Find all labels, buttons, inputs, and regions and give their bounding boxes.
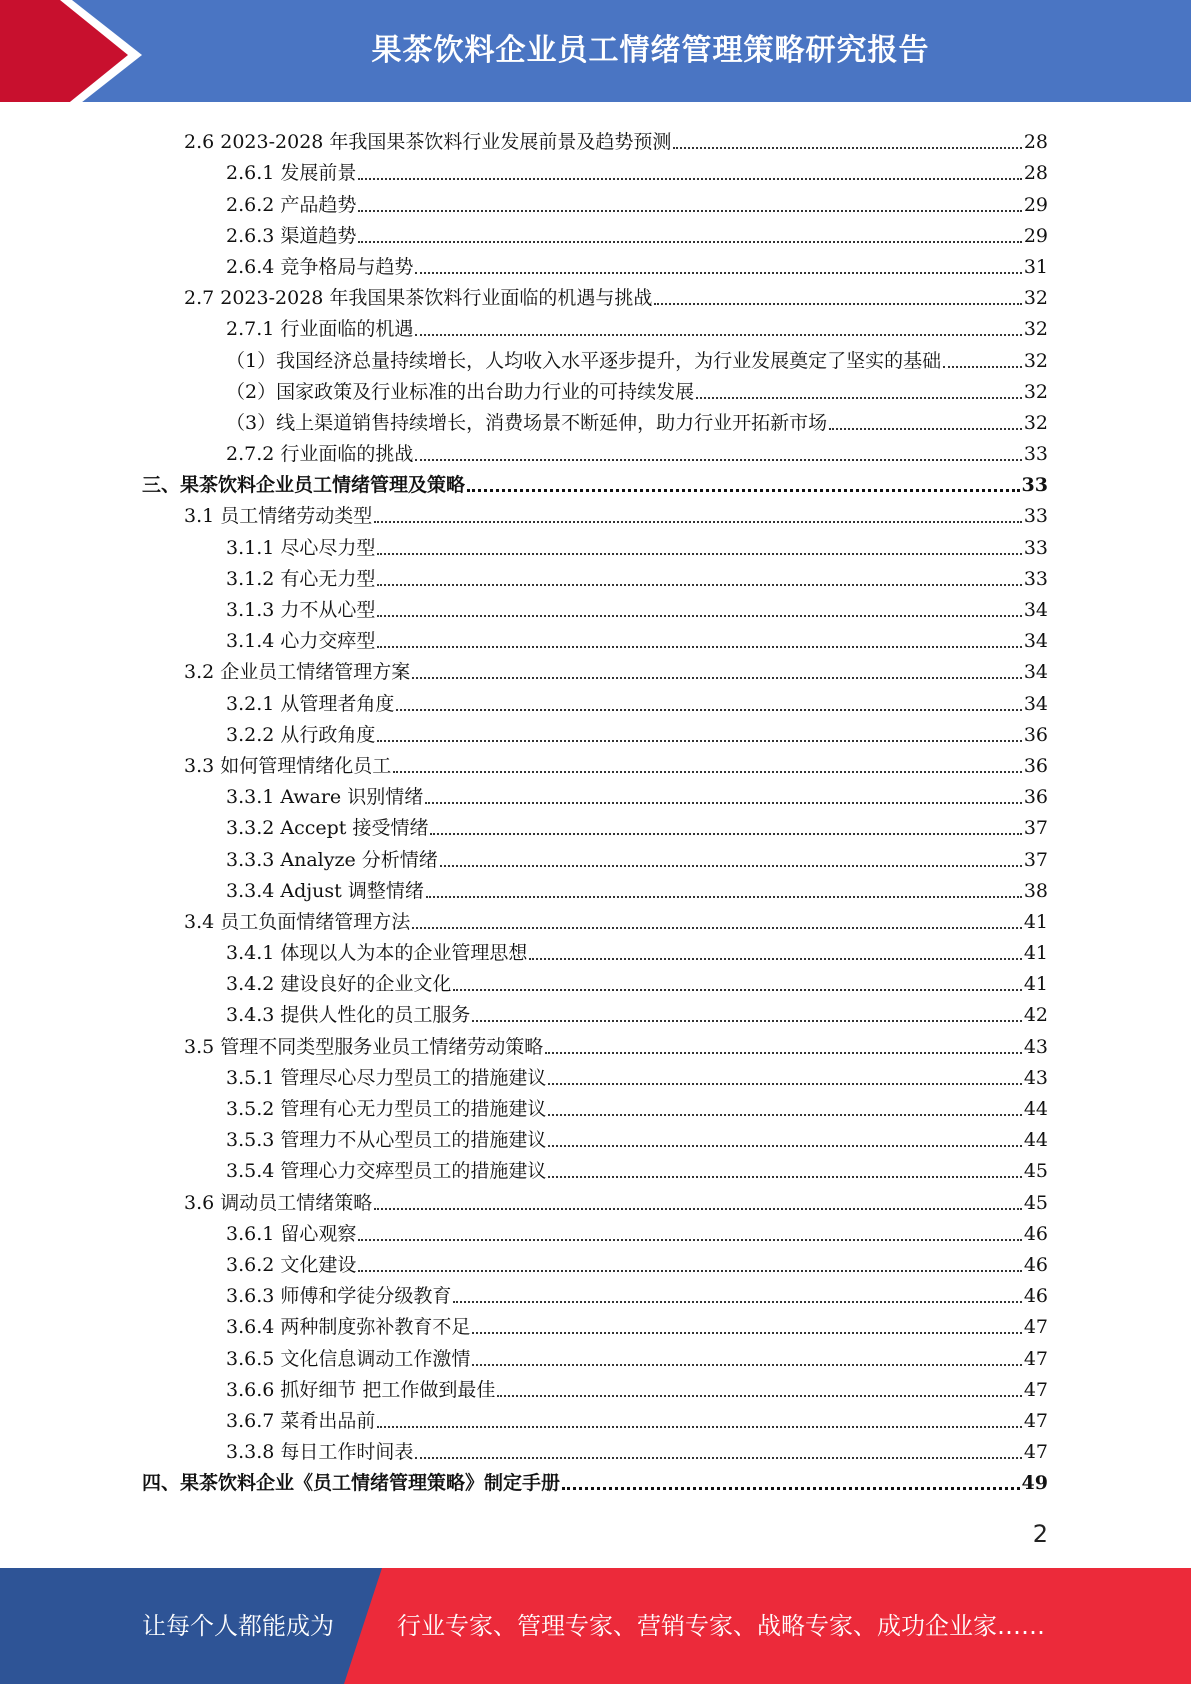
toc-entry-title: 3.6.3 师傅和学徒分级教育: [226, 1285, 452, 1308]
footer-slogan-left: 让每个人都能成为: [142, 1612, 334, 1640]
toc-dot-leader: [415, 1457, 1021, 1459]
toc-entry[interactable]: [0, 1155, 1191, 1186]
toc-entry[interactable]: [0, 220, 1191, 251]
toc-entry[interactable]: [0, 1093, 1191, 1124]
toc-entry[interactable]: [0, 1374, 1191, 1405]
toc-entry-page: 33: [1023, 443, 1048, 466]
toc-dot-leader: [943, 366, 1022, 368]
toc-entry-page: 33: [1023, 536, 1048, 559]
toc-entry[interactable]: [0, 407, 1191, 438]
toc-entry-page: 34: [1023, 599, 1048, 621]
toc-entry-title: 3.3.3 Analyze 分析情绪: [226, 848, 438, 871]
toc-entry-title: 3.1.3 力不从心型: [226, 599, 376, 621]
toc-entry[interactable]: [0, 625, 1191, 656]
toc-entry-page: 45: [1023, 1191, 1048, 1214]
toc-entry-page: 29: [1023, 224, 1048, 247]
toc-entry[interactable]: [0, 1062, 1191, 1093]
toc-entry[interactable]: [0, 1186, 1191, 1217]
toc-entry-title: 3.4.1 体现以人为本的企业管理思想: [226, 942, 528, 965]
toc-entry-page: 32: [1023, 380, 1048, 403]
toc-dot-leader: [472, 1364, 1021, 1366]
table-of-contents: [0, 126, 1191, 1498]
toc-entry[interactable]: [0, 282, 1191, 313]
toc-entry-title: 3.3 如何管理情绪化员工: [184, 754, 392, 777]
toc-dot-leader: [430, 833, 1021, 835]
toc-dot-leader: [673, 147, 1021, 149]
toc-dot-leader: [358, 178, 1021, 180]
toc-dot-leader: [377, 740, 1021, 742]
toc-entry-title: （1）我国经济总量持续增长，人均收入水平逐步提升，为行业发展奠定了坚实的基础: [226, 349, 942, 372]
toc-entry-page: 41: [1023, 942, 1048, 965]
toc-entry[interactable]: [0, 843, 1191, 874]
toc-dot-leader: [472, 1020, 1021, 1022]
toc-dot-leader: [497, 1395, 1021, 1397]
toc-entry[interactable]: [0, 750, 1191, 781]
toc-entry[interactable]: [0, 656, 1191, 687]
toc-entry[interactable]: [0, 1030, 1191, 1061]
toc-entry-title: 3.6 调动员工情绪策略: [184, 1191, 373, 1214]
toc-entry-page: 44: [1023, 1098, 1048, 1120]
toc-entry-page: 36: [1023, 754, 1048, 777]
toc-dot-leader: [426, 896, 1022, 898]
toc-entry[interactable]: [0, 1124, 1191, 1155]
toc-dot-leader: [412, 927, 1022, 929]
toc-dot-leader: [415, 459, 1021, 461]
footer-slogan-right: 行业专家、管理专家、营销专家、战略专家、成功企业家……: [397, 1612, 1045, 1640]
toc-dot-leader: [829, 428, 1022, 430]
toc-entry-page: 37: [1023, 848, 1048, 871]
toc-entry-page: 32: [1023, 349, 1048, 372]
toc-entry-page: 47: [1023, 1409, 1048, 1432]
toc-entry[interactable]: [0, 376, 1191, 407]
toc-dot-leader: [453, 1301, 1021, 1303]
toc-dot-leader: [472, 1332, 1021, 1334]
toc-dot-leader: [377, 1426, 1021, 1428]
toc-entry[interactable]: [0, 1467, 1191, 1498]
toc-dot-leader: [374, 521, 1022, 523]
toc-entry[interactable]: [0, 188, 1191, 219]
toc-entry-title: 3.3.2 Accept 接受情绪: [226, 817, 429, 840]
toc-entry-page: 41: [1023, 910, 1048, 933]
toc-dot-leader: [654, 303, 1021, 305]
toc-dot-leader: [415, 334, 1021, 336]
toc-entry[interactable]: [0, 1342, 1191, 1373]
toc-dot-leader: [374, 1208, 1022, 1210]
toc-entry[interactable]: [0, 906, 1191, 937]
toc-entry-page: 34: [1023, 630, 1048, 653]
toc-entry-page: 47: [1023, 1378, 1048, 1401]
toc-entry-title: 3.5.3 管理力不从心型员工的措施建议: [226, 1129, 547, 1152]
toc-entry-title: 3.3.4 Adjust 调整情绪: [226, 879, 424, 902]
toc-entry[interactable]: [0, 999, 1191, 1030]
toc-entry-page: 47: [1023, 1441, 1048, 1464]
toc-entry-title: 3.6.5 文化信息调动工作激情: [226, 1347, 471, 1370]
toc-entry-page: 46: [1023, 1222, 1048, 1245]
toc-entry[interactable]: [0, 719, 1191, 750]
toc-entry-title: 3.3.1 Aware 识别情绪: [226, 786, 424, 809]
toc-dot-leader: [393, 771, 1022, 773]
toc-entry-page: 36: [1023, 723, 1048, 746]
toc-dot-leader: [377, 553, 1021, 555]
toc-dot-leader: [467, 489, 1020, 492]
toc-entry[interactable]: [0, 1280, 1191, 1311]
toc-entry-title: 2.7.1 行业面临的机遇: [226, 318, 414, 341]
toc-entry-title: （2）国家政策及行业标准的出台助力行业的可持续发展: [226, 380, 695, 403]
toc-entry-title: 3.6.2 文化建设: [226, 1253, 357, 1276]
toc-entry[interactable]: [0, 563, 1191, 594]
toc-entry-title: 三、果茶饮料企业员工情绪管理及策略: [142, 474, 466, 497]
toc-entry-title: 3.1.1 尽心尽力型: [226, 536, 376, 559]
toc-entry-title: 3.1 员工情绪劳动类型: [184, 505, 373, 528]
toc-dot-leader: [412, 677, 1022, 679]
toc-entry[interactable]: [0, 875, 1191, 906]
toc-entry-title: 2.6.1 发展前景: [226, 162, 357, 185]
page-number: 2: [1032, 1520, 1048, 1548]
toc-entry-title: 3.6.7 菜肴出品前: [226, 1409, 376, 1432]
toc-entry[interactable]: [0, 937, 1191, 968]
toc-entry-title: 2.7.2 行业面临的挑战: [226, 443, 414, 466]
toc-entry-title: 2.7 2023-2028 年我国果茶饮料行业面临的机遇与挑战: [184, 287, 653, 310]
toc-entry-page: 46: [1023, 1253, 1048, 1276]
toc-entry[interactable]: [0, 438, 1191, 469]
toc-entry-title: 3.4.2 建设良好的企业文化: [226, 973, 452, 996]
document-title: 果茶饮料企业员工情绪管理策略研究报告: [371, 33, 930, 68]
toc-entry-page: 46: [1023, 1285, 1048, 1308]
toc-entry[interactable]: [0, 531, 1191, 562]
toc-entry[interactable]: [0, 1311, 1191, 1342]
toc-dot-leader: [545, 1052, 1022, 1054]
toc-dot-leader: [377, 584, 1021, 586]
toc-entry-title: （3）线上渠道销售持续增长，消费场景不断延伸，助力行业开拓新市场: [226, 411, 828, 434]
toc-entry-page: 33: [1023, 567, 1048, 590]
page-footer: [0, 1568, 1191, 1684]
toc-entry-title: 3.6.1 留心观察: [226, 1222, 357, 1245]
toc-entry[interactable]: [0, 469, 1191, 500]
toc-entry-page: 44: [1023, 1129, 1048, 1152]
toc-entry-title: 四、果茶饮料企业《员工情绪管理策略》制定手册: [142, 1472, 561, 1495]
toc-dot-leader: [548, 1145, 1021, 1147]
toc-entry-page: 32: [1023, 318, 1048, 341]
toc-dot-leader: [440, 865, 1022, 867]
toc-entry-page: 32: [1023, 287, 1048, 310]
toc-entry[interactable]: [0, 781, 1191, 812]
toc-entry-page: 45: [1023, 1160, 1048, 1183]
toc-dot-leader: [548, 1114, 1021, 1116]
toc-entry-page: 47: [1023, 1347, 1048, 1370]
toc-entry-page: 42: [1023, 1004, 1048, 1027]
toc-entry-page: 43: [1023, 1066, 1048, 1089]
toc-entry-title: 3.1.2 有心无力型: [226, 567, 376, 590]
toc-dot-leader: [358, 1270, 1021, 1272]
toc-entry-title: 3.4.3 提供人性化的员工服务: [226, 1004, 471, 1027]
toc-entry-title: 3.5.4 管理心力交瘁型员工的措施建议: [226, 1160, 547, 1183]
toc-entry[interactable]: [0, 500, 1191, 531]
toc-entry-page: 29: [1023, 193, 1048, 216]
toc-dot-leader: [529, 958, 1021, 960]
toc-entry-title: 3.5 管理不同类型服务业员工情绪劳动策略: [184, 1035, 544, 1058]
toc-dot-leader: [425, 802, 1022, 804]
toc-entry[interactable]: [0, 594, 1191, 625]
toc-entry[interactable]: [0, 1436, 1191, 1467]
toc-dot-leader: [377, 646, 1021, 648]
toc-entry[interactable]: [0, 313, 1191, 344]
toc-entry-title: 3.6.6 抓好细节 把工作做到最佳: [226, 1378, 496, 1401]
toc-entry-page: 33: [1021, 474, 1048, 497]
toc-entry-title: 3.4 员工负面情绪管理方法: [184, 910, 411, 933]
toc-dot-leader: [548, 1176, 1021, 1178]
toc-dot-leader: [415, 272, 1021, 274]
page-header: [0, 0, 1191, 110]
toc-entry-page: 36: [1023, 786, 1048, 809]
toc-entry[interactable]: [0, 1218, 1191, 1249]
toc-dot-leader: [562, 1487, 1020, 1490]
toc-entry[interactable]: [0, 344, 1191, 375]
toc-entry[interactable]: [0, 157, 1191, 188]
toc-dot-leader: [548, 1083, 1021, 1085]
toc-entry-title: 3.3.8 每日工作时间表: [226, 1441, 414, 1464]
toc-dot-leader: [696, 397, 1022, 399]
toc-entry-page: 28: [1023, 131, 1048, 154]
toc-entry-page: 37: [1023, 817, 1048, 840]
toc-entry-page: 33: [1023, 505, 1048, 528]
toc-entry-page: 32: [1023, 411, 1048, 434]
toc-entry-page: 47: [1023, 1316, 1048, 1339]
toc-dot-leader: [358, 241, 1021, 243]
toc-dot-leader: [453, 989, 1021, 991]
toc-entry-title: 2.6.4 竞争格局与趋势: [226, 255, 414, 278]
toc-entry-page: 38: [1023, 879, 1048, 902]
toc-entry-title: 3.2 企业员工情绪管理方案: [184, 661, 411, 684]
toc-entry-page: 34: [1023, 661, 1048, 684]
toc-entry-page: 31: [1023, 255, 1048, 278]
toc-entry[interactable]: [0, 1405, 1191, 1436]
toc-entry-title: 2.6.2 产品趋势: [226, 193, 357, 216]
toc-entry[interactable]: [0, 126, 1191, 157]
toc-entry-page: 34: [1023, 692, 1048, 715]
toc-entry-title: 3.2.2 从行政角度: [226, 723, 376, 746]
toc-entry-title: 3.1.4 心力交瘁型: [226, 630, 376, 653]
toc-entry-title: 2.6.3 渠道趋势: [226, 224, 357, 247]
toc-dot-leader: [358, 1239, 1021, 1241]
toc-entry-title: 2.6 2023-2028 年我国果茶饮料行业发展前景及趋势预测: [184, 131, 672, 154]
toc-entry[interactable]: [0, 687, 1191, 718]
toc-entry-title: 3.5.2 管理有心无力型员工的措施建议: [226, 1098, 547, 1120]
toc-entry-page: 43: [1023, 1035, 1048, 1058]
toc-entry-page: 41: [1023, 973, 1048, 996]
toc-entry[interactable]: [0, 1249, 1191, 1280]
toc-entry-title: 3.6.4 两种制度弥补教育不足: [226, 1316, 471, 1339]
toc-entry-title: 3.2.1 从管理者角度: [226, 692, 395, 715]
toc-dot-leader: [396, 709, 1021, 711]
toc-entry-page: 49: [1021, 1472, 1048, 1495]
toc-dot-leader: [377, 615, 1021, 617]
toc-entry[interactable]: [0, 251, 1191, 282]
toc-entry-page: 28: [1023, 162, 1048, 185]
toc-entry[interactable]: [0, 812, 1191, 843]
toc-dot-leader: [358, 210, 1021, 212]
toc-entry-title: 3.5.1 管理尽心尽力型员工的措施建议: [226, 1066, 547, 1089]
toc-entry[interactable]: [0, 968, 1191, 999]
